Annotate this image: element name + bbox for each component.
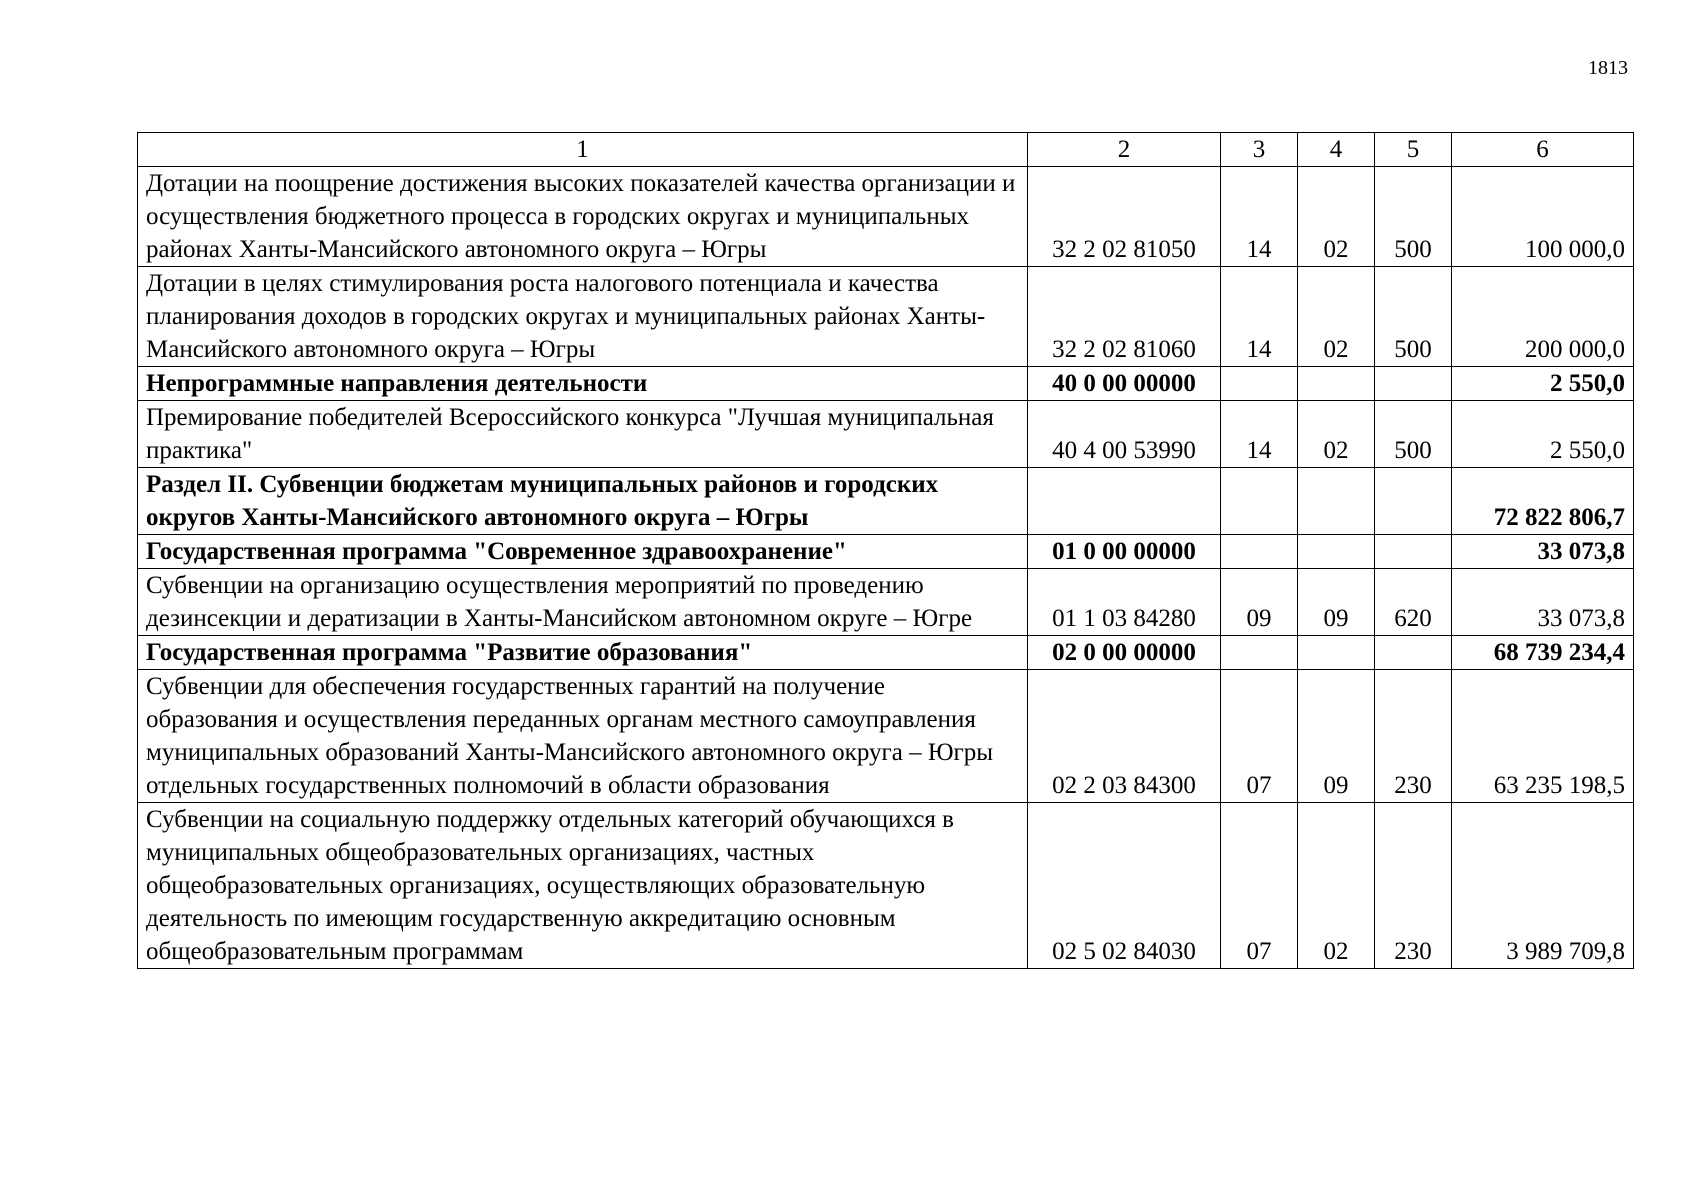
- row-col4: [1298, 468, 1375, 535]
- row-col3: [1221, 367, 1298, 401]
- row-col3: 14: [1221, 167, 1298, 267]
- row-code: 02 0 00 00000: [1028, 636, 1221, 670]
- table-row: [138, 367, 1634, 401]
- row-amount: 33 073,8: [1452, 569, 1634, 636]
- row-col5: [1375, 367, 1452, 401]
- row-col4: 02: [1298, 803, 1375, 969]
- row-amount: 33 073,8: [1452, 535, 1634, 569]
- table-row: [138, 569, 1634, 636]
- row-name: Субвенции на социальную поддержку отдельных категорий обучающихся в муниципальных общеобразовательных организациях, частных общеобразовательных организациях, осуществляющих образовательную деятельность по имеющим государственную аккредитацию основным общеобразовательным программам: [138, 803, 1028, 969]
- row-amount: 3 989 709,8: [1452, 803, 1634, 969]
- table-row: [138, 267, 1634, 367]
- row-col3: 09: [1221, 569, 1298, 636]
- row-col4: 02: [1298, 401, 1375, 468]
- row-col4: 02: [1298, 167, 1375, 267]
- row-code: 40 0 00 00000: [1028, 367, 1221, 401]
- table-row: [138, 535, 1634, 569]
- table-row: [138, 468, 1634, 535]
- row-col4: [1298, 367, 1375, 401]
- row-col3: [1221, 636, 1298, 670]
- row-name: Субвенции на организацию осуществления мероприятий по проведению дезинсекции и дератизации в Ханты-Мансийском автономном округе – Югре: [138, 569, 1028, 636]
- row-col3: [1221, 535, 1298, 569]
- row-code: 32 2 02 81050: [1028, 167, 1221, 267]
- row-code: 32 2 02 81060: [1028, 267, 1221, 367]
- row-col3: 14: [1221, 401, 1298, 468]
- table-row: [138, 803, 1634, 969]
- table-row: [138, 167, 1634, 267]
- row-code: [1028, 468, 1221, 535]
- row-amount: 2 550,0: [1452, 401, 1634, 468]
- row-amount: 63 235 198,5: [1452, 670, 1634, 803]
- row-col4: [1298, 535, 1375, 569]
- row-name: Государственная программа "Развитие образования": [138, 636, 1028, 670]
- row-name: Субвенции для обеспечения государственных гарантий на получение образования и осуществления переданных органам местного самоуправления муниципальных образований Ханты-Мансийского автономного округа – Югры отдельных государственных полномочий в области образования: [138, 670, 1028, 803]
- row-col4: 09: [1298, 569, 1375, 636]
- row-code: 02 5 02 84030: [1028, 803, 1221, 969]
- row-col5: [1375, 535, 1452, 569]
- header-cell: 1: [138, 133, 1028, 167]
- row-name: Непрограммные направления деятельности: [138, 367, 1028, 401]
- header-cell: 3: [1221, 133, 1298, 167]
- row-amount: 100 000,0: [1452, 167, 1634, 267]
- row-name: Дотации на поощрение достижения высоких показателей качества организации и осуществления бюджетного процесса в городских округах и муниципальных районах Ханты-Мансийского автономного округа – Югры: [138, 167, 1028, 267]
- header-cell: 4: [1298, 133, 1375, 167]
- row-col3: [1221, 468, 1298, 535]
- row-name: Премирование победителей Всероссийского конкурса "Лучшая муниципальная практика": [138, 401, 1028, 468]
- budget-table: [137, 132, 1634, 969]
- row-col5: 620: [1375, 569, 1452, 636]
- row-col5: [1375, 468, 1452, 535]
- row-col5: 500: [1375, 401, 1452, 468]
- row-code: 01 0 00 00000: [1028, 535, 1221, 569]
- row-col5: 230: [1375, 670, 1452, 803]
- header-cell: 2: [1028, 133, 1221, 167]
- table-header-row: [138, 133, 1634, 167]
- row-amount: 2 550,0: [1452, 367, 1634, 401]
- header-cell: 5: [1375, 133, 1452, 167]
- row-col5: [1375, 636, 1452, 670]
- row-col5: 230: [1375, 803, 1452, 969]
- row-col3: 07: [1221, 670, 1298, 803]
- row-code: 02 2 03 84300: [1028, 670, 1221, 803]
- row-col4: [1298, 636, 1375, 670]
- row-amount: 200 000,0: [1452, 267, 1634, 367]
- row-amount: 72 822 806,7: [1452, 468, 1634, 535]
- row-col3: 14: [1221, 267, 1298, 367]
- row-amount: 68 739 234,4: [1452, 636, 1634, 670]
- row-code: 01 1 03 84280: [1028, 569, 1221, 636]
- row-name: Государственная программа "Современное здравоохранение": [138, 535, 1028, 569]
- row-code: 40 4 00 53990: [1028, 401, 1221, 468]
- row-name: Раздел II. Субвенции бюджетам муниципальных районов и городских округов Ханты-Мансийского автономного округа – Югры: [138, 468, 1028, 535]
- row-col5: 500: [1375, 267, 1452, 367]
- row-name: Дотации в целях стимулирования роста налогового потенциала и качества планирования доходов в городских округах и муниципальных районах Ханты-Мансийского автономного округа – Югры: [138, 267, 1028, 367]
- table-row: [138, 401, 1634, 468]
- table-row: [138, 636, 1634, 670]
- table-row: [138, 670, 1634, 803]
- row-col3: 07: [1221, 803, 1298, 969]
- row-col4: 09: [1298, 670, 1375, 803]
- header-cell: 6: [1452, 133, 1634, 167]
- row-col5: 500: [1375, 167, 1452, 267]
- row-col4: 02: [1298, 267, 1375, 367]
- page-number: 1813: [1588, 57, 1628, 79]
